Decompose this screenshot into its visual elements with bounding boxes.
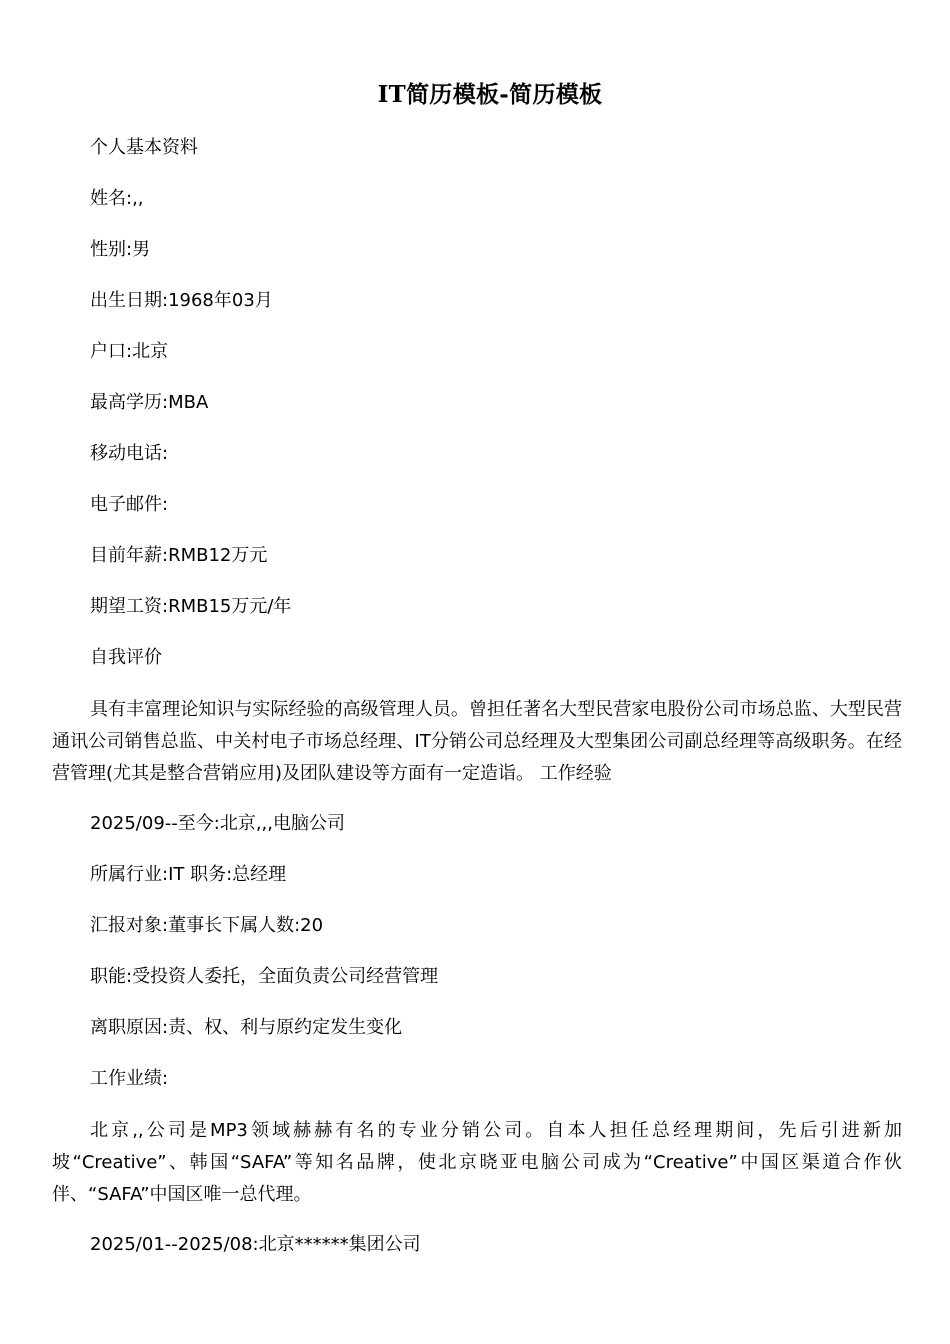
field-name: 姓名:,,: [90, 188, 144, 209]
self-evaluation-paragraph: 具有丰富理论知识与实际经验的高级管理人员。曾担任著名大型民营家电股份公司市场总监、大型民营通讯公司销售总监、中关村电子市场总经理、IT分销公司总经理及大型集团公司副总经理等高级职务。在经营管理(尤其是整合营销应用)及团队建设等方面有一定造诣。 工作经验: [52, 699, 902, 784]
field-gender: 性别:男: [90, 239, 151, 260]
field-mobile: 移动电话:: [90, 443, 169, 464]
field-expected-salary: 期望工资:RMB15万元/年: [90, 596, 292, 617]
field-email: 电子邮件:: [90, 494, 169, 515]
section-heading-basic-info: 个人基本资料: [90, 137, 198, 158]
field-birth-date: 出生日期:1968年03月: [90, 290, 273, 311]
work-report-to: 汇报对象:董事长下属人数:20: [90, 915, 324, 936]
work-function: 职能:受投资人委托，全面负责公司经营管理: [90, 966, 439, 987]
work-period-1: 2025/09--至今:北京,,,电脑公司: [90, 813, 345, 834]
work-leave-reason: 离职原因:责、权、利与原约定发生变化: [90, 1017, 403, 1038]
work-period-2: 2025/01--2025/08:北京******集团公司: [90, 1234, 421, 1255]
achievement-paragraph: 北京,,公司是MP3领域赫赫有名的专业分销公司。自本人担任总经理期间，先后引进新加坡“Creative”、韩国“SAFA”等知名品牌，使北京晓亚电脑公司成为“Creative”中国区渠道合作伙伴、“SAFA”中国区唯一总代理。: [52, 1120, 902, 1205]
field-education: 最高学历:MBA: [90, 392, 209, 413]
section-heading-self-evaluation: 自我评价: [90, 647, 162, 668]
work-achievements-heading: 工作业绩:: [90, 1068, 169, 1089]
field-hukou: 户口:北京: [90, 341, 169, 362]
work-industry-position: 所属行业:IT 职务:总经理: [90, 864, 287, 885]
document-title: IT简历模板-简历模板: [377, 81, 603, 108]
field-current-salary: 目前年薪:RMB12万元: [90, 545, 268, 566]
